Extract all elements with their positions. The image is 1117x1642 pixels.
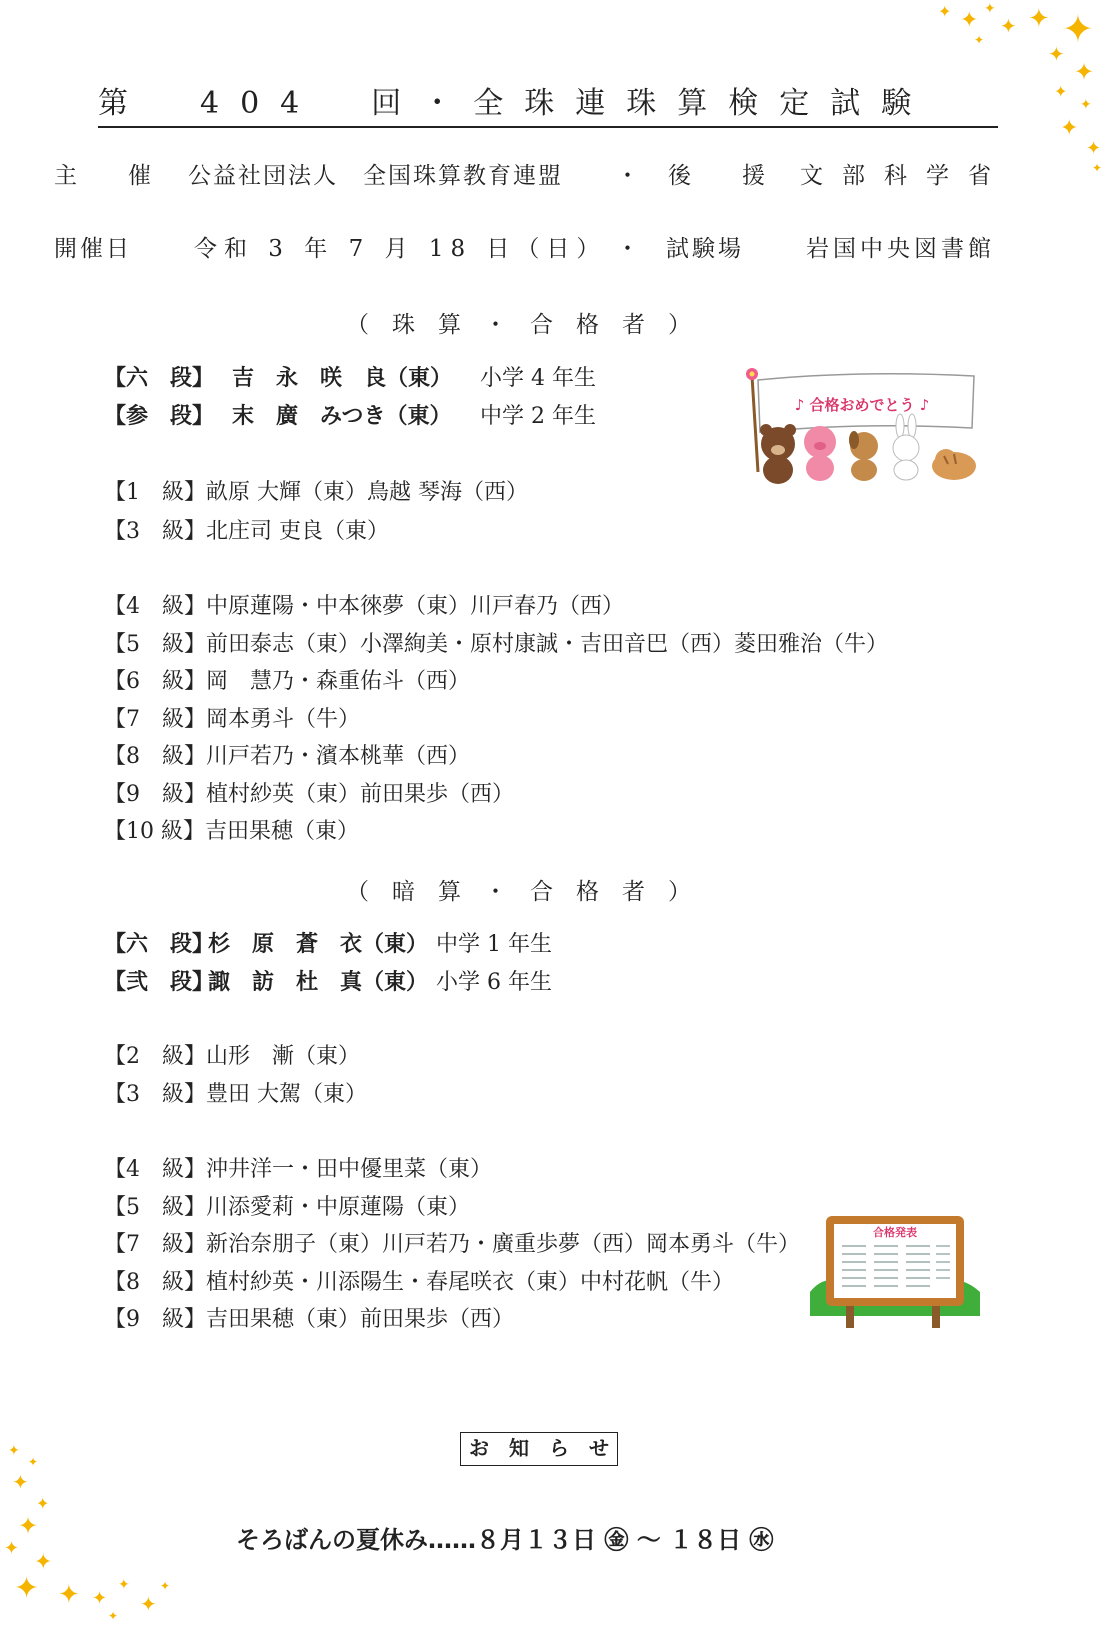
notice-label: お 知 ら せ <box>469 1436 609 1460</box>
grade-label: 【六 段】 <box>104 931 215 957</box>
banner-text: ♪ 合格おめでとう ♪ <box>794 396 930 414</box>
star-icon: ✦ <box>160 1579 171 1593</box>
student-names: 北庄司 吏良（東） <box>206 519 389 544</box>
abacus-top-row <box>104 400 596 432</box>
mental-result-row <box>104 1229 800 1261</box>
student-names: 岡本勇斗（牛） <box>206 707 361 732</box>
organizer-separator: ・ <box>616 163 639 189</box>
student-names: 岡 慧乃・森重佑斗（西） <box>206 669 471 694</box>
grade-label: 【8 級】 <box>104 1270 206 1295</box>
star-icon: ✦ <box>118 1577 130 1593</box>
mental-result-row <box>104 1304 514 1336</box>
star-icon: ✦ <box>1074 58 1095 86</box>
event-row <box>54 233 1054 265</box>
student-note: 小学 6 年生 <box>436 970 552 995</box>
grade-label: 【7 級】 <box>104 707 206 732</box>
bear-icon <box>760 424 796 484</box>
grade-label: 【1 級】 <box>104 480 206 505</box>
abacus-result-row <box>104 516 389 548</box>
student-names: 沖井洋一・田中優里菜（東） <box>206 1157 493 1182</box>
student-name: 末 廣 みつき（東） <box>232 403 452 429</box>
document-title <box>98 84 998 128</box>
title-text: 第 404 回・全珠連珠算検定試験 <box>98 86 933 121</box>
venue-name: 岩国中央図書館 <box>806 236 995 262</box>
star-icon: ✦ <box>58 1580 80 1610</box>
star-icon: ✦ <box>36 1494 50 1513</box>
organizer-label: 主 催 <box>54 163 165 189</box>
pig-icon <box>804 426 836 481</box>
student-note: 中学 2 年生 <box>480 404 596 429</box>
student-names: 川添愛莉・中原蓮陽（東） <box>206 1195 471 1220</box>
student-names: 植村紗英（東）前田果歩（西） <box>206 782 515 807</box>
star-icon: ✦ <box>974 33 985 47</box>
mental-result-row <box>104 1041 360 1073</box>
star-icon: ✦ <box>1062 7 1094 51</box>
grade-label: 【7 級】 <box>104 1232 206 1257</box>
abacus-result-row <box>104 704 360 736</box>
student-name: 諏 訪 杜 真（東） <box>208 969 429 995</box>
results-board-illustration <box>806 1212 984 1332</box>
venue-label: 試験場 <box>666 236 744 262</box>
grade-label: 【3 級】 <box>104 1082 206 1107</box>
abacus-result-row <box>104 591 624 623</box>
mental-result-row <box>104 1192 470 1224</box>
star-icon: ✦ <box>1054 82 1068 101</box>
star-icon: ✦ <box>984 1 996 17</box>
date-label: 開催日 <box>54 236 132 262</box>
abacus-result-row <box>104 666 470 698</box>
star-icon: ✦ <box>18 1512 39 1540</box>
student-name: 吉 永 咲 良（東） <box>232 365 453 391</box>
mental-result-row <box>104 1079 367 1111</box>
grade-label: 【弐 段】 <box>104 969 215 995</box>
congratulations-illustration <box>740 362 980 486</box>
grade-label: 【10 級】 <box>104 819 205 844</box>
mental-heading: （ 暗 算 ・ 合 格 者 ） <box>346 879 691 905</box>
cat-icon <box>932 449 976 480</box>
student-names: 植村紗英・川添陽生・春尾咲衣（東）中村花帆（牛） <box>206 1270 735 1295</box>
student-names: 山形 漸（東） <box>206 1044 361 1069</box>
student-name: 杉 原 蒼 衣（東） <box>208 931 429 957</box>
student-names: 吉田果穂（東） <box>205 819 360 844</box>
star-icon: ✦ <box>140 1592 157 1616</box>
star-icon: ✦ <box>108 1609 119 1623</box>
support-label: 後 援 <box>668 163 779 189</box>
grade-label: 【9 級】 <box>104 782 206 807</box>
dog-icon <box>849 431 878 481</box>
grade-label: 【5 級】 <box>104 1195 206 1220</box>
star-icon: ✦ <box>8 1443 20 1459</box>
event-separator: ・ <box>616 236 639 262</box>
organizer-name: 公益社団法人 全国珠算教育連盟 <box>188 163 563 189</box>
star-icon: ✦ <box>12 1470 29 1494</box>
abacus-top-row <box>104 362 596 394</box>
organizer-row <box>54 160 1054 192</box>
student-note: 小学 4 年生 <box>480 366 596 391</box>
grade-label: 【3 級】 <box>104 519 206 544</box>
star-icon: ✦ <box>14 1571 40 1606</box>
mental-result-row <box>104 1154 492 1186</box>
star-icon: ✦ <box>28 1455 39 1469</box>
star-icon: ✦ <box>1000 14 1017 38</box>
star-icon: ✦ <box>1028 4 1050 34</box>
support-org: 文部科学省 <box>800 163 1010 189</box>
star-icon: ✦ <box>960 8 979 33</box>
grade-label: 【9 級】 <box>104 1307 206 1332</box>
grade-label: 【六 段】 <box>104 365 215 391</box>
grade-label: 【参 段】 <box>104 403 215 429</box>
abacus-result-row <box>104 816 359 848</box>
student-note: 中学 1 年生 <box>436 932 552 957</box>
student-names: 川戸若乃・濱本桃華（西） <box>206 744 471 769</box>
grade-label: 【6 級】 <box>104 669 206 694</box>
student-names: 新治奈朋子（東）川戸若乃・廣重歩夢（西）岡本勇斗（牛） <box>206 1232 801 1257</box>
student-names: 前田泰志（東）小澤絢美・原村康誠・吉田音巴（西）菱田雅治（牛） <box>206 632 889 657</box>
mental-result-row <box>104 1267 734 1299</box>
abacus-result-row <box>104 741 470 773</box>
star-icon: ✦ <box>1080 97 1092 113</box>
abacus-result-row <box>104 779 514 811</box>
star-icon: ✦ <box>1092 161 1103 175</box>
mental-top-row <box>104 966 552 998</box>
star-icon: ✦ <box>1060 116 1079 141</box>
grade-label: 【4 級】 <box>104 594 206 619</box>
star-icon: ✦ <box>1086 138 1102 159</box>
mental-top-row <box>104 928 552 960</box>
star-icon: ✦ <box>4 1538 20 1559</box>
vacation-notice: そろばんの夏休み……８月１３日 ㊎ 〜 １８日 ㊌ <box>236 1526 774 1554</box>
star-icon: ✦ <box>938 2 952 21</box>
board-title: 合格発表 <box>873 1226 917 1239</box>
grade-label: 【8 級】 <box>104 744 206 769</box>
event-date: 令和 3 年 7 月 18 日（日） <box>194 236 607 262</box>
grade-label: 【2 級】 <box>104 1044 206 1069</box>
star-icon: ✦ <box>1048 42 1065 66</box>
student-names: 豊田 大駕（東） <box>206 1082 367 1107</box>
grade-label: 【4 級】 <box>104 1157 206 1182</box>
student-names: 中原蓮陽・中本徠夢（東）川戸春乃（西） <box>206 594 625 619</box>
star-icon: ✦ <box>34 1550 53 1575</box>
grade-label: 【5 級】 <box>104 632 206 657</box>
student-names: 吉田果穂（東）前田果歩（西） <box>206 1307 515 1332</box>
star-icon: ✦ <box>92 1588 108 1609</box>
abacus-result-row <box>104 477 528 509</box>
abacus-result-row <box>104 629 888 661</box>
student-names: 畝原 大輝（東）鳥越 琴海（西） <box>206 480 528 505</box>
abacus-heading: （ 珠 算 ・ 合 格 者 ） <box>346 312 691 338</box>
notice-label-box <box>460 1432 618 1466</box>
